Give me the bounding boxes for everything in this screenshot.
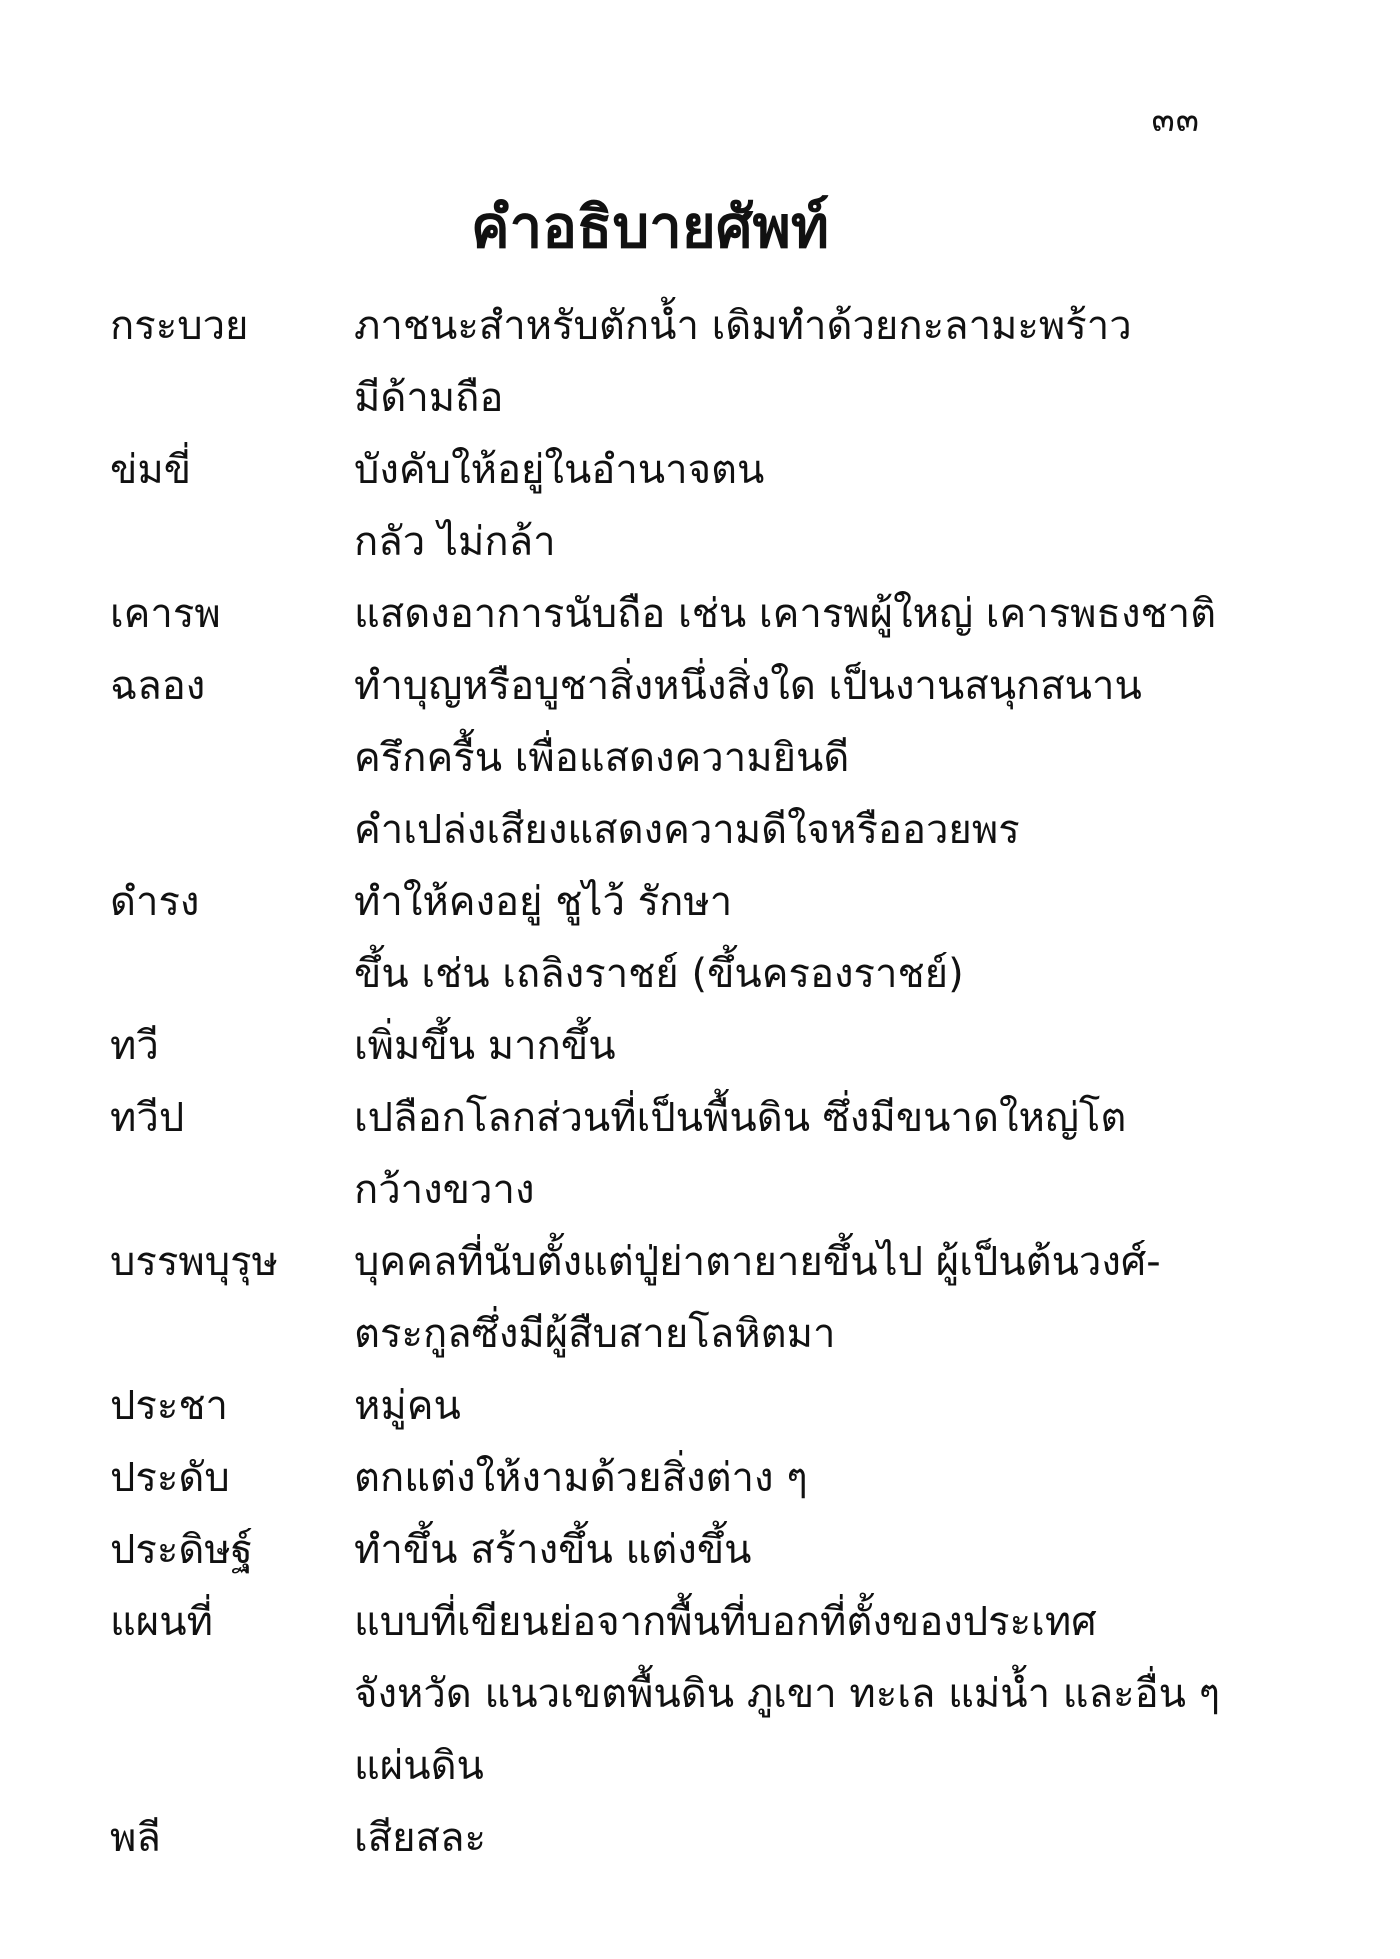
- definition-line: เปลือกโลกส่วนที่เป็นพื้นดิน ซึ่งมีขนาดใหญ่โต: [354, 1095, 1127, 1141]
- glossary-definition: [354, 1802, 1200, 1874]
- glossary-term: บรรพบุรุษ: [110, 1239, 278, 1285]
- glossary-definition: [354, 434, 1200, 578]
- glossary-entry: [110, 866, 1200, 1010]
- glossary-term: เคารพ: [110, 591, 221, 637]
- glossary-entry: [110, 1514, 1200, 1586]
- definition-line: ทำบุญหรือบูชาสิ่งหนึ่งสิ่งใด เป็นงานสนุกสนาน: [354, 663, 1142, 709]
- page-title: คำอธิบายศัพท์: [470, 193, 830, 261]
- glossary-definition: [354, 1442, 1200, 1514]
- glossary-definition: [354, 1226, 1200, 1370]
- definition-line: บุคคลที่นับตั้งแต่ปู่ย่าตายายขึ้นไป ผู้เป็นต้นวงศ์-: [354, 1239, 1161, 1285]
- page-number: ๓๓: [1151, 100, 1200, 140]
- glossary-definition: [354, 650, 1200, 866]
- glossary-list: [110, 290, 1221, 1874]
- definition-line: หมู่คน: [354, 1383, 461, 1429]
- definition-line: ตกแต่งให้งามด้วยสิ่งต่าง ๆ: [354, 1455, 808, 1501]
- glossary-term: ประดับ: [110, 1455, 230, 1501]
- glossary-term: ฉลอง: [110, 663, 206, 709]
- definition-line: ครึกครื้น เพื่อแสดงความยินดี: [354, 735, 850, 781]
- glossary-term: ประชา: [110, 1383, 228, 1429]
- glossary-term: แผนที่: [110, 1599, 213, 1645]
- glossary-entry: [110, 1010, 1200, 1082]
- definition-line: ขึ้น เช่น เถลิงราชย์ (ขึ้นครองราชย์): [354, 951, 964, 997]
- glossary-term: ดำรง: [110, 879, 200, 925]
- definition-line: ทำขึ้น สร้างขึ้น แต่งขึ้น: [354, 1527, 752, 1573]
- definition-line: จังหวัด แนวเขตพื้นดิน ภูเขา ทะเล แม่น้ำ และอื่น ๆ: [354, 1671, 1221, 1717]
- glossary-entry: [110, 1226, 1200, 1370]
- definition-line: กลัว ไม่กล้า: [354, 519, 556, 565]
- definition-line: บังคับให้อยู่ในอำนาจตน: [354, 447, 765, 493]
- definition-line: ทำให้คงอยู่ ชูไว้ รักษา: [354, 879, 733, 925]
- glossary-definition: [354, 1082, 1200, 1226]
- glossary-entry: [110, 1442, 1200, 1514]
- definition-line: ตระกูลซึ่งมีผู้สืบสายโลหิตมา: [354, 1311, 836, 1357]
- definition-line: เพิ่มขึ้น มากขึ้น: [354, 1023, 616, 1069]
- definition-line: เสียสละ: [354, 1815, 486, 1861]
- definition-line: แผ่นดิน: [354, 1743, 484, 1789]
- definition-line: กว้างขวาง: [354, 1167, 535, 1213]
- glossary-term: กระบวย: [110, 303, 249, 349]
- glossary-entry: [110, 290, 1200, 434]
- definition-line: ภาชนะสำหรับตักน้ำ เดิมทำด้วยกะลามะพร้าว: [354, 303, 1132, 349]
- glossary-definition: [354, 1370, 1200, 1442]
- glossary-definition: [354, 1010, 1200, 1082]
- glossary-term: ประดิษฐ์: [110, 1527, 253, 1573]
- glossary-definition: [354, 578, 1216, 650]
- glossary-definition: [354, 1586, 1220, 1802]
- definition-line: แสดงอาการนับถือ เช่น เคารพผู้ใหญ่ เคารพธงชาติ: [354, 591, 1217, 637]
- glossary-entry: [110, 1082, 1200, 1226]
- glossary-term: ข่มขี่: [110, 447, 192, 493]
- glossary-entry: [110, 1802, 1200, 1874]
- glossary-entry: [110, 578, 1217, 650]
- glossary-entry: [110, 434, 1200, 578]
- glossary-entry: [110, 650, 1200, 866]
- glossary-term: ทวีป: [110, 1095, 185, 1141]
- definition-line: มีด้ามถือ: [354, 375, 504, 421]
- glossary-definition: [354, 1514, 1200, 1586]
- glossary-definition: [354, 866, 1200, 1010]
- glossary-term: ทวี: [110, 1023, 159, 1069]
- glossary-definition: [354, 290, 1200, 434]
- glossary-entry: [110, 1370, 1200, 1442]
- glossary-entry: [110, 1586, 1221, 1802]
- glossary-term: พลี: [110, 1815, 161, 1861]
- definition-line: แบบที่เขียนย่อจากพื้นที่บอกที่ตั้งของประเทศ: [354, 1599, 1097, 1645]
- definition-line: คำเปล่งเสียงแสดงความดีใจหรืออวยพร: [354, 807, 1020, 853]
